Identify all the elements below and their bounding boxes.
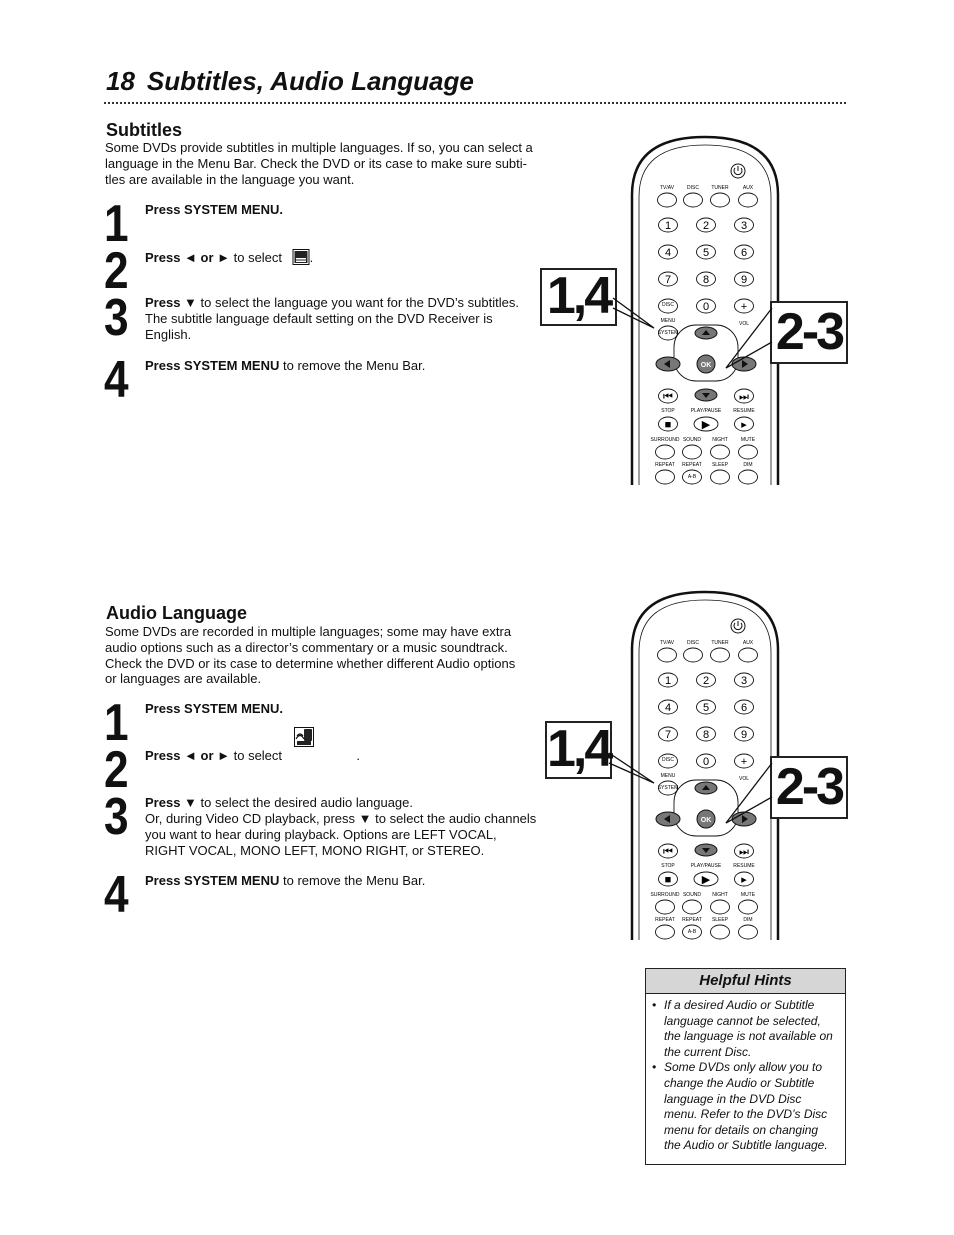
audio-language-icon bbox=[294, 727, 314, 747]
next-button-label: ⏭ bbox=[739, 846, 749, 858]
sound-button bbox=[656, 445, 675, 459]
top-label: AUX bbox=[742, 185, 754, 191]
hint-line: language cannot be selected, bbox=[664, 1013, 821, 1028]
repeat-button bbox=[739, 470, 758, 484]
top-label: TV/AV bbox=[659, 185, 675, 191]
vol-label: VOL bbox=[738, 321, 750, 327]
vol-up-button-label: + bbox=[740, 301, 748, 313]
step-bold: Press ◄ or ► bbox=[145, 748, 230, 763]
step-number: 2 bbox=[104, 242, 127, 300]
intro-line: Some DVDs provide subtitles in multiple languages. If so, you can select a bbox=[105, 140, 533, 155]
next-button-label: ⏭ bbox=[739, 391, 749, 403]
step-number: 3 bbox=[104, 289, 127, 347]
sound-label: SOUND bbox=[682, 892, 702, 898]
step-bold: Press ▼ bbox=[145, 795, 197, 810]
menu-label: MENU bbox=[660, 318, 676, 324]
sound-label: SURROUND bbox=[650, 892, 680, 898]
callout-pointer-lines bbox=[606, 725, 771, 835]
prev-button-label: ⏮ bbox=[663, 391, 673, 403]
intro-line: or languages are available. bbox=[105, 671, 262, 687]
sound-label: MUTE bbox=[740, 437, 756, 443]
step-text bbox=[145, 358, 545, 374]
step-number: 4 bbox=[104, 866, 127, 924]
transport-label: RESUME bbox=[733, 408, 755, 414]
subtitles-heading: Subtitles bbox=[106, 120, 183, 140]
step-text: Press ◄ or ► to select . bbox=[145, 748, 361, 763]
step-line: English. bbox=[145, 327, 192, 342]
repeat-button bbox=[711, 925, 730, 939]
repeat-label: SLEEP bbox=[711, 917, 729, 923]
hint-line: the current Disc. bbox=[664, 1044, 752, 1059]
step-rest: to remove the Menu Bar. bbox=[279, 358, 426, 373]
top-label: TUNER bbox=[711, 185, 729, 191]
step-text bbox=[145, 295, 545, 343]
bullet: • bbox=[652, 998, 657, 1012]
digit-button-label: 3 bbox=[740, 220, 748, 232]
repeat-button bbox=[656, 470, 675, 484]
digit-button-label: 9 bbox=[740, 729, 748, 741]
bullet: • bbox=[652, 1060, 657, 1075]
intro-line: Check the DVD or its case to determine whether different Audio options bbox=[105, 655, 516, 671]
hint-item bbox=[652, 1060, 839, 1154]
digit-button-label: 4 bbox=[664, 702, 672, 714]
sound-button bbox=[711, 445, 730, 459]
step-number: 1 bbox=[104, 694, 127, 752]
step-number: 4 bbox=[104, 351, 127, 409]
top-label: AUX bbox=[742, 640, 754, 646]
play-pause-button-label: ▶ bbox=[701, 874, 711, 886]
source-button bbox=[739, 193, 758, 207]
source-button bbox=[684, 193, 703, 207]
prev-button-label: ⏮ bbox=[663, 846, 673, 858]
top-label: TV/AV bbox=[659, 640, 675, 646]
top-label: TUNER bbox=[711, 640, 729, 646]
hint-item bbox=[652, 998, 839, 1060]
step-rest: to select bbox=[230, 250, 283, 265]
callout-steps-2-3: 2-3 bbox=[770, 301, 848, 364]
audio-language-heading: Audio Language bbox=[106, 603, 247, 623]
source-button bbox=[658, 193, 677, 207]
step-line: RIGHT VOCAL, MONO LEFT, MONO RIGHT, or STEREO. bbox=[145, 843, 485, 858]
repeat-label: DIM bbox=[743, 462, 753, 468]
ab-label: A-B bbox=[687, 474, 697, 480]
vol-label: VOL bbox=[738, 776, 750, 782]
page-title bbox=[106, 66, 474, 97]
zero-button-label: 0 bbox=[702, 756, 710, 768]
disc-label: DISC bbox=[662, 302, 674, 308]
step-line: you want to hear during playback. Options are LEFT VOCAL, bbox=[145, 827, 497, 842]
hint-line: change the Audio or Subtitle bbox=[664, 1075, 815, 1090]
system-label: SYSTEM bbox=[657, 330, 679, 336]
digit-button-label: 6 bbox=[740, 702, 748, 714]
digit-button-label: 7 bbox=[664, 729, 672, 741]
ab-label: A-B bbox=[687, 929, 697, 935]
ok-label: OK bbox=[700, 362, 712, 369]
repeat-label: SLEEP bbox=[711, 462, 729, 468]
sound-button bbox=[739, 445, 758, 459]
callout-pointer-lines bbox=[610, 270, 775, 380]
source-button bbox=[658, 648, 677, 662]
sound-label: NIGHT bbox=[712, 892, 728, 898]
sound-button bbox=[683, 900, 702, 914]
repeat-label: REPEAT bbox=[682, 462, 702, 468]
digit-button-label: 1 bbox=[664, 220, 672, 232]
digit-button-label: 8 bbox=[702, 729, 710, 741]
step-number: 3 bbox=[104, 788, 127, 846]
step-line: The subtitle language default setting on the DVD Receiver is bbox=[145, 311, 493, 326]
callout-steps-1-4: 1,4 bbox=[547, 720, 611, 778]
sound-button bbox=[711, 900, 730, 914]
top-label: DISC bbox=[687, 185, 699, 191]
subtitle-icon bbox=[292, 249, 310, 265]
repeat-button bbox=[739, 925, 758, 939]
digit-button-label: 2 bbox=[702, 675, 710, 687]
repeat-label: REPEAT bbox=[682, 917, 702, 923]
disc-label: DISC bbox=[662, 757, 674, 763]
digit-button-label: 3 bbox=[740, 675, 748, 687]
helpful-hints-box bbox=[645, 968, 846, 1165]
step-number: 1 bbox=[104, 195, 127, 253]
step-text: Press ◄ or ► to select . bbox=[145, 250, 314, 265]
intro-line: language in the Menu Bar. Check the DVD or its case to make sure subti- bbox=[105, 155, 527, 171]
resume-button-label: ▸ bbox=[741, 419, 747, 431]
source-button bbox=[711, 648, 730, 662]
sound-label: SURROUND bbox=[650, 437, 680, 443]
step-rest: to select the language you want for the DVD’s subtitles. bbox=[196, 295, 519, 310]
system-label: SYSTEM bbox=[657, 785, 679, 791]
source-button bbox=[711, 193, 730, 207]
repeat-label: REPEAT bbox=[655, 462, 675, 468]
digit-button-label: 9 bbox=[740, 274, 748, 286]
audio-intro bbox=[105, 624, 545, 687]
header-divider bbox=[104, 102, 846, 104]
step-rest: to remove the Menu Bar. bbox=[279, 873, 426, 888]
subtitles-intro bbox=[105, 140, 545, 187]
repeat-label: DIM bbox=[743, 917, 753, 923]
hint-line: the language is not available on bbox=[664, 1029, 833, 1044]
repeat-button bbox=[711, 470, 730, 484]
sound-button bbox=[656, 900, 675, 914]
step-line: Or, during Video CD playback, press ▼ to select the audio channels bbox=[145, 811, 537, 826]
play-pause-button-label: ▶ bbox=[701, 419, 711, 431]
page-number: 18 bbox=[106, 66, 135, 96]
digit-button-label: 8 bbox=[702, 274, 710, 286]
digit-button-label: 5 bbox=[702, 247, 710, 259]
sound-label: NIGHT bbox=[712, 437, 728, 443]
digit-button-label: 2 bbox=[702, 220, 710, 232]
step-number: 2 bbox=[104, 741, 127, 799]
resume-button-label: ▸ bbox=[741, 874, 747, 886]
step-rest: to select bbox=[230, 748, 283, 763]
step-rest: to select the desired audio language. bbox=[196, 795, 414, 810]
digit-button-label: 4 bbox=[664, 247, 672, 259]
hint-line: If a desired Audio or Subtitle bbox=[664, 998, 815, 1012]
step-bold: Press SYSTEM MENU. bbox=[145, 202, 283, 217]
ok-label: OK bbox=[700, 817, 712, 824]
sound-button bbox=[683, 445, 702, 459]
intro-line: Some DVDs are recorded in multiple languages; some may have extra bbox=[105, 624, 512, 639]
transport-label: STOP bbox=[661, 863, 675, 869]
source-button bbox=[739, 648, 758, 662]
step-text bbox=[145, 873, 545, 889]
sound-label: MUTE bbox=[740, 892, 756, 898]
hint-line: language in the DVD Disc bbox=[664, 1091, 802, 1106]
step-bold: Press SYSTEM MENU bbox=[145, 358, 280, 373]
sound-label: SOUND bbox=[682, 437, 702, 443]
step-text bbox=[145, 202, 545, 218]
transport-label: STOP bbox=[661, 408, 675, 414]
transport-label: PLAY/PAUSE bbox=[690, 408, 722, 414]
step-text bbox=[145, 701, 545, 717]
step-bold: Press ◄ or ► bbox=[145, 250, 230, 265]
stop-button-label: ■ bbox=[664, 419, 672, 431]
callout-steps-2-3: 2-3 bbox=[770, 756, 848, 819]
menu-label: MENU bbox=[660, 773, 676, 779]
hint-line: menu for details on changing bbox=[664, 1122, 819, 1137]
vol-up-button-label: + bbox=[740, 756, 748, 768]
hints-list bbox=[646, 998, 845, 1154]
stop-button-label: ■ bbox=[664, 874, 672, 886]
intro-line: tles are available in the language you want. bbox=[105, 171, 355, 187]
step-bold: Press SYSTEM MENU bbox=[145, 873, 280, 888]
step-text bbox=[145, 795, 555, 859]
hint-line: the Audio or Subtitle language. bbox=[664, 1138, 828, 1153]
sound-button bbox=[739, 900, 758, 914]
zero-button-label: 0 bbox=[702, 301, 710, 313]
helpful-hints-title: Helpful Hints bbox=[646, 969, 845, 994]
step-bold: Press SYSTEM MENU. bbox=[145, 701, 283, 716]
step-bold: Press ▼ bbox=[145, 295, 197, 310]
digit-button-label: 7 bbox=[664, 274, 672, 286]
transport-label: RESUME bbox=[733, 863, 755, 869]
hint-line: menu. Refer to the DVD’s Disc bbox=[664, 1107, 828, 1122]
repeat-button bbox=[656, 925, 675, 939]
digit-button-label: 6 bbox=[740, 247, 748, 259]
top-label: DISC bbox=[687, 640, 699, 646]
intro-line: audio options such as a director’s commentary or a music soundtrack. bbox=[105, 639, 508, 655]
page-title-text: Subtitles, Audio Language bbox=[146, 66, 474, 96]
source-button bbox=[684, 648, 703, 662]
digit-button-label: 1 bbox=[664, 675, 672, 687]
callout-steps-1-4: 1,4 bbox=[540, 268, 617, 326]
repeat-label: REPEAT bbox=[655, 917, 675, 923]
hint-line: Some DVDs only allow you to bbox=[664, 1060, 823, 1075]
digit-button-label: 5 bbox=[702, 702, 710, 714]
transport-label: PLAY/PAUSE bbox=[690, 863, 722, 869]
